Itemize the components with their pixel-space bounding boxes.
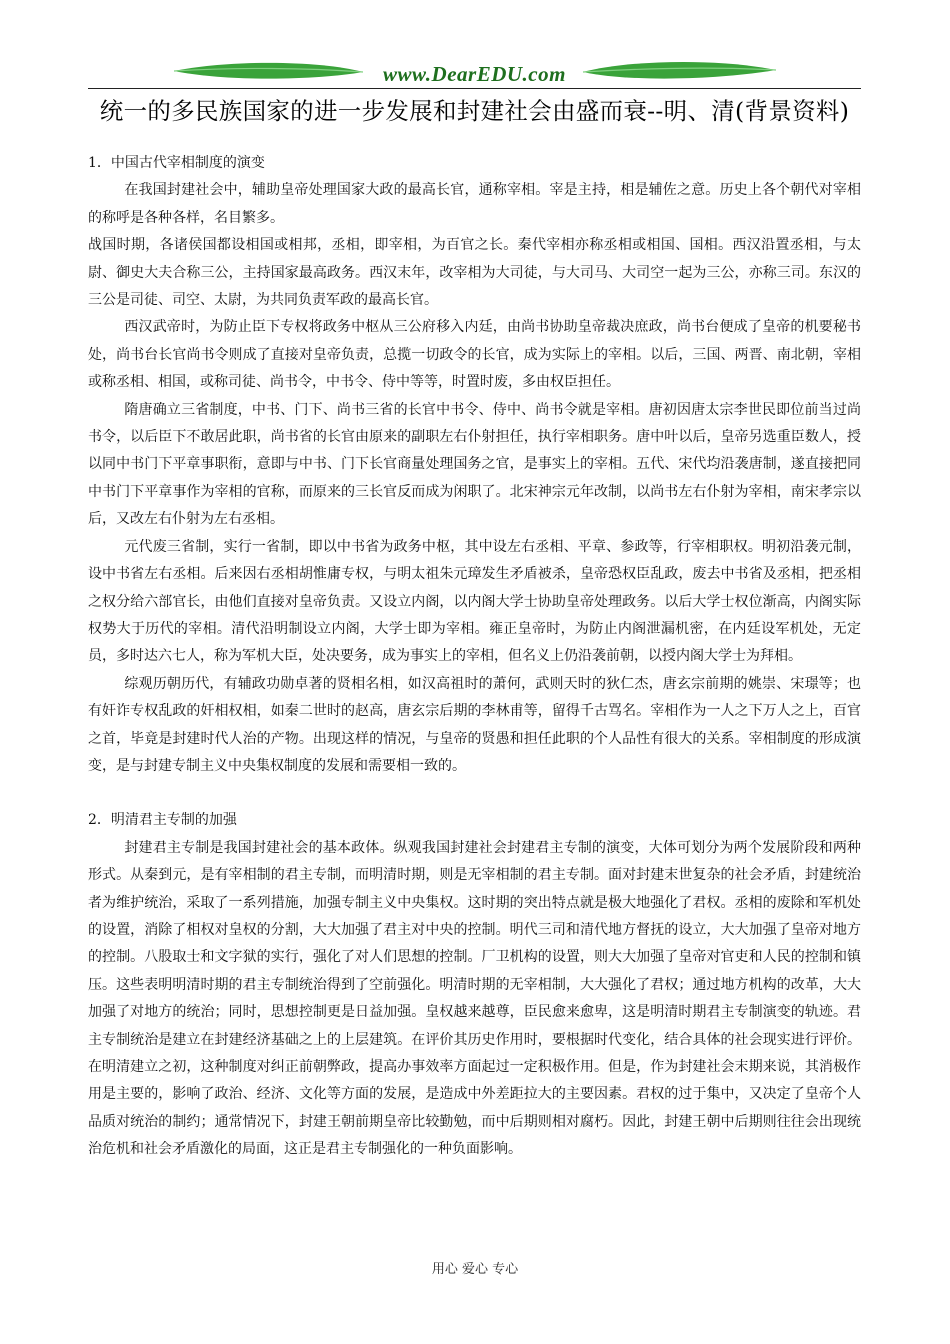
paragraph: 综观历朝历代，有辅政功勋卓著的贤相名相，如汉高祖时的萧何，武则天时的狄仁杰，唐玄宗前期的姚崇、宋璟等；也有奸诈专权乱政的奸相权相，如秦二世时的赵高，唐玄宗后期的李林甫等，留得千古骂名。宰相作为一人之下万人之上，百官之首，毕竟是封建时代人治的产物。出现这样的情况，与皇帝的贤愚和担任此职的个人品性有很大的关系。宰相制度的形成演变，是与封建专制主义中央集权制度的发展和需要相一致的。 — [88, 675, 861, 774]
page-footer: 用心 爱心 专心 — [431, 1262, 519, 1277]
paragraph: 西汉武帝时，为防止臣下专权将政务中枢从三公府移入内廷，由尚书协助皇帝裁决庶政，尚书台便成了皇帝的机要秘书处，尚书台长官尚书令则成了直接对皇帝负责，总揽一切政令的长官，成为实际上的宰相。以后，三国、两晋、南北朝，宰相或称丞相、相国，或称司徒、尚书令，中书令、侍中等等，时置时废，多由权臣担任。 — [88, 319, 861, 391]
header-divider — [88, 88, 861, 89]
paragraph: 战国时期，各诸侯国都设相国或相邦，丞相，即宰相，为百官之长。秦代宰相亦称丞相或相国、国相。西汉沿置丞相，与太尉、御史大夫合称三公，主持国家最高政务。西汉末年，改宰相为大司徒，与大司马、大司空一起为三公，亦称三司。东汉的三公是司徒、司空、太尉，为共同负责军政的最高长官。 — [88, 237, 861, 309]
paragraph: 在我国封建社会中，辅助皇帝处理国家大政的最高长官，通称宰相。宰是主持，相是辅佐之意。历史上各个朝代对宰相的称呼是各种各样，名目繁多。 — [88, 182, 861, 226]
paragraph: 元代废三省制，实行一省制，即以中书省为政务中枢，其中设左右丞相、平章、参政等，行宰相职权。明初沿袭元制，设中书省左右丞相。后来因右丞相胡惟庸专权，与明太祖朱元璋发生矛盾被杀，皇帝恐权臣乱政，废去中书省及丞相，把丞相之权分给六部官长，由他们直接对皇帝负责。又设立内阁，以内阁大学士协助皇帝处理政务。以后大学士权位渐高，内阁实际权势大于历代的宰相。清代沿明制设立内阁，大学士即为宰相。雍正皇帝时，为防止内阁泄漏机密，在内廷设军机处，无定员，多时达六七人，称为军机大臣，处决要务，成为事实上的宰相，但名义上仍沿袭前朝，以授内阁大学士为拜相。 — [88, 538, 861, 665]
paragraph: 隋唐确立三省制度，中书、门下、尚书三省的长官中书令、侍中、尚书令就是宰相。唐初因唐太宗李世民即位前当过尚书令，以后臣下不敢居此职，尚书省的长官由原来的副职左右仆射担任，执行宰相职务。唐中叶以后，皇帝另选重臣数人，授以同中书门下平章事职衔，意即与中书、门下长官商量处理国务之官，是事实上的宰相。五代、宋代均沿袭唐制，遂直接把同中书门下平章事作为宰相的官称，而原来的三长官反而成为闲职了。北宋神宗元年改制，以尚书左右仆射为宰相，南宋孝宗以后，又改左右仆射为左右丞相。 — [88, 401, 861, 528]
section-heading: 2．明清君主专制的加强 — [88, 812, 237, 829]
section-heading: 1．中国古代宰相制度的演变 — [88, 155, 265, 171]
page-title: 统一的多民族国家的进一步发展和封建社会由盛而衰--明、清(背景资料) — [99, 97, 850, 125]
paragraph: 封建君主专制是我国封建社会的基本政体。纵观我国封建社会封建君主专制的演变，大体可划分为两个发展阶段和两种形式。从秦到元，是有宰相制的君主专制，而明清时期，则是无宰相制的君主专制。面对封建末世复杂的社会矛盾，封建统治者为维护统治，采取了一系列措施，加强专制主义中央集权。这时期的突出特点就是极大地强化了君权。丞相的废除和军机处的设置，消除了相权对皇权的分割，大大加强了君主对中央的控制。明代三司和清代地方督抚的设立，大大加强了皇帝对地方的控制。八股取士和文字狱的实行，强化了对人们思想的控制。厂卫机构的设置，则大大加强了皇帝对官吏和人民的控制和镇压。这些表明明清时期的君主专制统治得到了空前强化。明清时期的无宰相制，大大强化了君权；通过地方机构的改革，大大加强了对地方的统治；同时，思想控制更是日益加强。皇权越来越尊，臣民愈来愈卑，这是明清时期君主专制演变的轨迹。君主专制统治是建立在封建经济基础之上的上层建筑。在评价其历史作用时，要根据时代变化，结合具体的社会现实进行评价。在明清建立之初，这种制度对纠正前朝弊政，提高办事效率方面起过一定积极作用。但是，作为封建社会末期来说，其消极作用是主要的，影响了政治、经济、文化等方面的发展，是造成中外差距拉大的主要因素。君权的过于集中，又决定了皇帝个人品质对统治的制约；通常情况下，封建王朝前期皇帝比较勤勉，而中后期则相对腐朽。因此，封建王朝中后期则往往会出现统治危机和社会矛盾激化的局面，这正是君主专制强化的一种负面影响。 — [88, 839, 861, 1158]
site-logo-text[interactable]: www.DearEDU.com — [383, 62, 566, 86]
document-body — [88, 150, 861, 1164]
section-spacer — [88, 780, 861, 807]
